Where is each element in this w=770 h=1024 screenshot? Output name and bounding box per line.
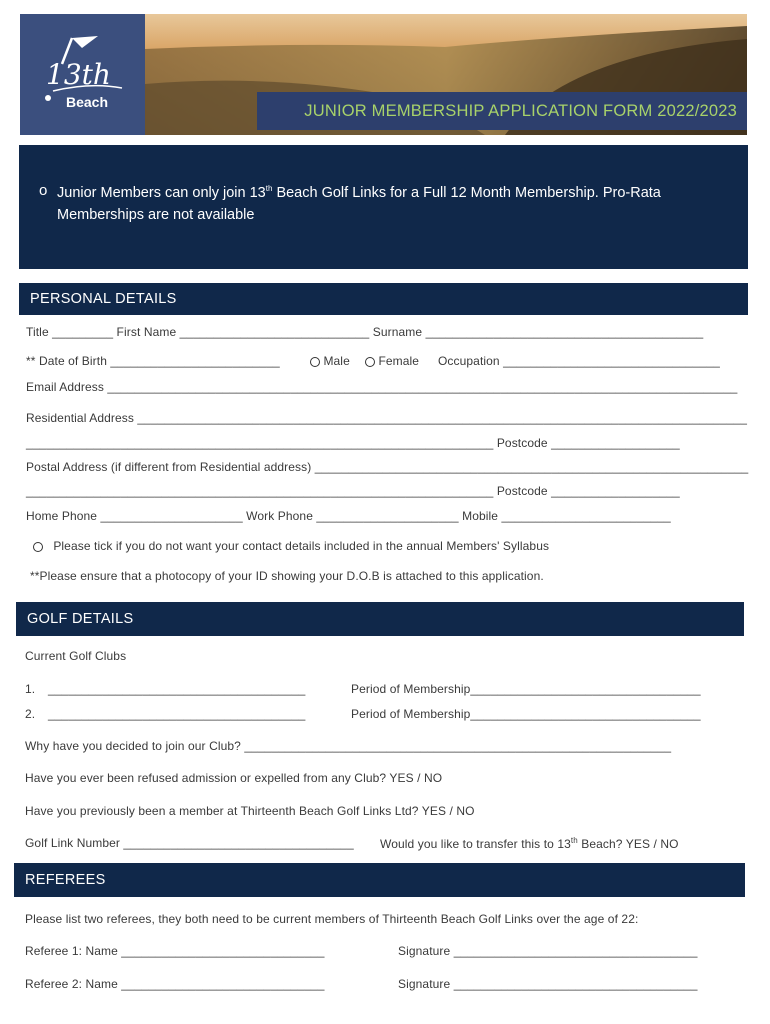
residential-address-field[interactable]: Residential Address __________________________________________________________________________________________ bbox=[26, 411, 748, 425]
postal-address-field[interactable]: Postal Address (if different from Residential address) ________________________________________________________________ bbox=[26, 460, 749, 474]
golf-link-field[interactable]: Golf Link Number __________________________________ bbox=[25, 836, 354, 850]
club1-field[interactable]: ______________________________________ bbox=[48, 682, 306, 696]
postal-postcode-line[interactable]: _____________________________________________________________________ Postcode ___________________ bbox=[26, 484, 680, 498]
female-radio[interactable] bbox=[365, 357, 375, 367]
syllabus-option[interactable]: Please tick if you do not want your contact details included in the annual Members' Syllabus bbox=[33, 539, 549, 553]
notice-box bbox=[19, 145, 748, 269]
why-join-field[interactable]: Why have you decided to join our Club? _______________________________________________________________ bbox=[25, 739, 672, 753]
male-radio[interactable] bbox=[310, 357, 320, 367]
title-name-surname-line[interactable]: Title _________ First Name ____________________________ Surname _________________________________________ bbox=[26, 325, 704, 339]
logo-number: 13th bbox=[46, 58, 111, 91]
syllabus-radio[interactable] bbox=[33, 542, 43, 552]
form-title: JUNIOR MEMBERSHIP APPLICATION FORM 2022/2023 bbox=[257, 92, 747, 130]
club2-field[interactable]: ______________________________________ bbox=[48, 707, 306, 721]
referee1-signature-field[interactable]: Signature ____________________________________ bbox=[398, 944, 698, 958]
phone-fields[interactable]: Home Phone _____________________ Work Phone _____________________ Mobile _________________________ bbox=[26, 509, 671, 523]
section-golf-details: GOLF DETAILS bbox=[16, 602, 744, 636]
referees-intro: Please list two referees, they both need to be current members of Thirteenth Beach Golf Links over the age of 22: bbox=[25, 912, 639, 926]
transfer-question[interactable]: Would you like to transfer this to 13th Beach? YES / NO bbox=[380, 836, 679, 851]
header-banner bbox=[20, 14, 747, 135]
section-personal-details: PERSONAL DETAILS bbox=[19, 283, 748, 315]
logo-word: Beach bbox=[66, 94, 109, 110]
occupation-field[interactable]: Occupation ________________________________ bbox=[438, 354, 720, 368]
referee1-name-field[interactable]: Referee 1: Name ______________________________ bbox=[25, 944, 325, 958]
male-option[interactable]: Male bbox=[310, 354, 350, 368]
bullet-icon: o bbox=[39, 182, 48, 199]
referee2-name-field[interactable]: Referee 2: Name ______________________________ bbox=[25, 977, 325, 991]
dob-field[interactable]: ** Date of Birth _________________________ bbox=[26, 354, 280, 368]
id-note: **Please ensure that a photocopy of your ID showing your D.O.B is attached to this application. bbox=[30, 569, 544, 583]
club-logo bbox=[20, 14, 145, 135]
section-referees: REFEREES bbox=[14, 863, 745, 897]
club2-number: 2. bbox=[25, 707, 36, 721]
refused-question[interactable]: Have you ever been refused admission or expelled from any Club? YES / NO bbox=[25, 771, 443, 785]
referee2-signature-field[interactable]: Signature ____________________________________ bbox=[398, 977, 698, 991]
female-option[interactable]: Female bbox=[365, 354, 419, 368]
notice-text: Junior Members can only join 13th Beach Golf Links for a Full 12 Month Membership. Pro-Rata Memberships are not available bbox=[57, 184, 661, 223]
current-clubs-label: Current Golf Clubs bbox=[25, 649, 127, 663]
residential-postcode-line[interactable]: _____________________________________________________________________ Postcode ___________________ bbox=[26, 436, 680, 450]
club2-period-field[interactable]: Period of Membership__________________________________ bbox=[351, 707, 701, 721]
club1-number: 1. bbox=[25, 682, 36, 696]
club1-period-field[interactable]: Period of Membership__________________________________ bbox=[351, 682, 701, 696]
email-field[interactable]: Email Address _____________________________________________________________________________________________ bbox=[26, 380, 738, 394]
previous-member-question[interactable]: Have you previously been a member at Thirteenth Beach Golf Links Ltd? YES / NO bbox=[25, 804, 475, 818]
